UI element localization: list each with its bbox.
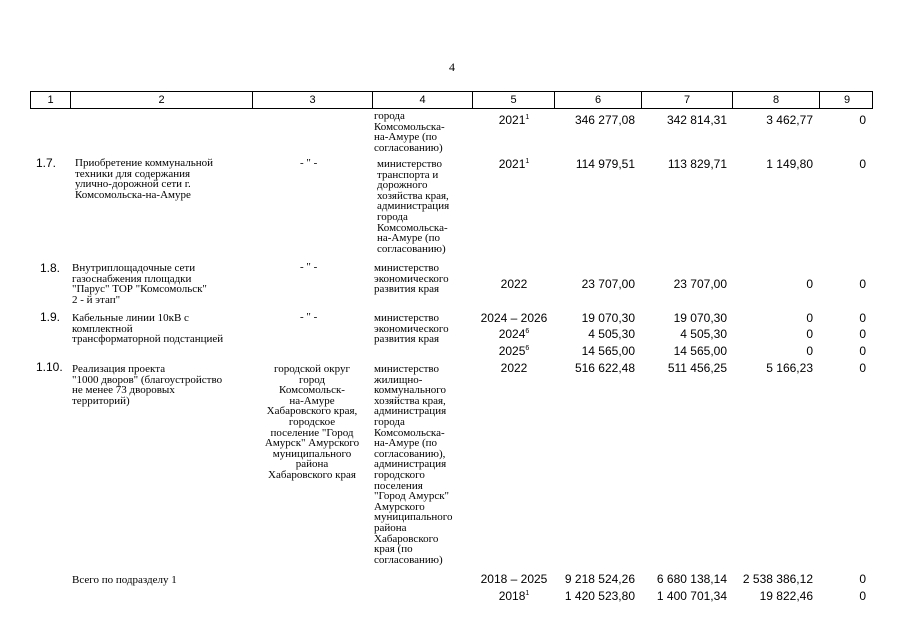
territory-text: - " - xyxy=(300,157,318,169)
total-a-col6: 9 218 524,26 xyxy=(564,572,635,586)
row-number: 1.8. xyxy=(40,261,61,275)
item-name: трансформаторной подстанцией xyxy=(72,333,224,346)
row-1-9-b-col6: 4 505,30 xyxy=(588,327,635,341)
row-1-7-col7: 113 829,71 xyxy=(667,157,727,171)
table-header-row xyxy=(30,91,873,109)
row-cont-col9: 0 xyxy=(859,113,866,127)
header-col-3: 3 xyxy=(253,92,373,108)
territory-text: поселение "Город xyxy=(270,426,354,439)
executor-text: на-Амуре (по xyxy=(374,131,438,144)
territory-text: района xyxy=(295,458,329,471)
territory-text: Хабаровского края xyxy=(268,469,356,481)
header-col-1: 1 xyxy=(31,92,71,108)
territory-text: - " - xyxy=(300,261,318,273)
header-col-7: 7 xyxy=(642,92,733,108)
executor-text: Комсомольска- xyxy=(377,221,448,234)
row-1-7-col6: 114 979,51 xyxy=(575,157,635,171)
total-b-year: 2018$^1$ xyxy=(498,589,530,603)
row-1-9-b-col7: 4 505,30 xyxy=(680,327,727,341)
executor-text: развития края xyxy=(374,283,440,296)
item-name: техники для содержания xyxy=(75,167,191,180)
row-1-10-year: 2022 xyxy=(500,361,528,375)
row-number: 1.9. xyxy=(40,310,61,324)
executor-text: коммунального xyxy=(374,384,446,397)
header-col-8: 8 xyxy=(733,92,820,108)
row-cont-col6: 346 277,08 xyxy=(574,113,635,127)
item-name: Приобретение коммунальной xyxy=(75,157,214,169)
item-name: комплектной xyxy=(72,322,133,335)
row-1-10-col8: 5 166,23 xyxy=(766,361,813,375)
item-name: газоснабжения площадки xyxy=(72,272,192,285)
row-cont-col7: 342 814,31 xyxy=(666,113,727,127)
item-name: Внутриплощадочные сети xyxy=(72,262,196,274)
item-name: улично-дорожной сети г. xyxy=(75,178,191,191)
total-a-col9: 0 xyxy=(859,572,866,586)
executor-text: экономического xyxy=(374,272,449,285)
row-cont-col8: 3 462,77 xyxy=(766,113,813,127)
item-name: Кабельные линии 10кВ с xyxy=(72,312,189,324)
executor-text: развития края xyxy=(374,333,440,346)
executor-text: дорожного xyxy=(377,179,428,192)
row-1-7-year: 2021$^1$ xyxy=(498,157,530,171)
row-number: 1.7. xyxy=(36,156,57,170)
header-col-2: 2 xyxy=(71,92,253,108)
total-a-year: 2018 – 2025 xyxy=(480,572,548,586)
row-1-9-b-col9: 0 xyxy=(859,327,866,341)
row-1-9-a-col8: 0 xyxy=(806,311,813,325)
total-b-col9: 0 xyxy=(859,589,866,603)
row-1-9-a-col9: 0 xyxy=(859,311,866,325)
executor-text: города xyxy=(374,110,405,122)
row-1-7-col8: 1 149,80 xyxy=(766,157,813,171)
row-1-8-col6: 23 707,00 xyxy=(581,277,635,291)
executor-text: района xyxy=(374,522,407,534)
row-1-9-b-year: 2024$^6$ xyxy=(498,327,530,341)
row-1-10-col6: 516 622,48 xyxy=(574,361,635,375)
executor-text: края (по xyxy=(374,543,413,556)
row-1-9-c-col7: 14 565,00 xyxy=(673,344,727,358)
item-name: "Парус" ТОР "Комсомольск" xyxy=(72,283,207,296)
row-1-9-c-year: 2025$^6$ xyxy=(498,344,530,358)
row-1-9-c-col6: 14 565,00 xyxy=(581,344,635,358)
item-name: Реализация проекта xyxy=(72,363,166,375)
row-1-8-col8: 0 xyxy=(806,277,813,291)
territory-text: муниципального xyxy=(272,447,352,460)
executor-text: Амурского xyxy=(374,500,425,513)
territory-text: - " - xyxy=(300,311,318,323)
row-1-9-c-col8: 0 xyxy=(806,344,813,358)
executor-text: администрация xyxy=(377,200,450,213)
executor-text: хозяйства края, xyxy=(374,394,446,407)
header-col-5: 5 xyxy=(473,92,555,108)
page-number: 4 xyxy=(449,60,455,74)
item-name: 2 - й этап" xyxy=(72,293,121,306)
header-col-9: 9 xyxy=(843,94,851,106)
executor-text: министерство xyxy=(374,262,440,274)
subtotal-label: Всего по подразделу 1 xyxy=(72,574,177,586)
row-1-9-c-col9: 0 xyxy=(859,344,866,358)
executor-text: согласованию), xyxy=(374,447,446,460)
row-1-7-col9: 0 xyxy=(859,157,866,171)
territory-text: Хабаровского края, xyxy=(266,405,358,418)
row-cont-year: 2021$^1$ xyxy=(498,113,530,127)
total-b-col8: 19 822,46 xyxy=(759,589,813,603)
total-b-col6: 1 420 523,80 xyxy=(564,589,635,603)
row-1-8-year: 2022 xyxy=(500,277,528,291)
territory-text: Комсомольск- xyxy=(279,384,345,397)
executor-text: Комсомольска- xyxy=(374,120,445,133)
total-a-col7: 6 680 138,14 xyxy=(656,572,727,586)
executor-text: администрация xyxy=(374,405,447,418)
executor-text: на-Амуре (по xyxy=(374,437,438,450)
executor-text: транспорта и xyxy=(377,168,439,181)
executor-text: министерство xyxy=(374,363,440,375)
row-1-10-col9: 0 xyxy=(859,361,866,375)
row-number: 1.10. xyxy=(36,360,63,374)
executor-text: министерство xyxy=(374,312,440,324)
item-name: территорий) xyxy=(72,394,130,407)
executor-text: Хабаровского xyxy=(374,532,439,545)
item-name: не менее 73 дворовых xyxy=(72,384,175,397)
territory-text: город xyxy=(298,373,326,386)
row-1-8-col9: 0 xyxy=(859,277,866,291)
executor-text: жилищно- xyxy=(374,373,423,386)
item-name: Комсомольска-на-Амуре xyxy=(75,188,191,201)
executor-text: на-Амуре (по xyxy=(377,232,441,245)
row-1-8-col7: 23 707,00 xyxy=(673,277,727,291)
executor-text: экономического xyxy=(374,322,449,335)
row-1-9-a-year: 2024 – 2026 xyxy=(480,311,548,325)
row-1-10-col7: 511 456,25 xyxy=(667,361,727,375)
row-1-9-a-col7: 19 070,30 xyxy=(673,311,727,325)
executor-text: согласованию) xyxy=(374,141,443,154)
territory-text: Амурск" Амурского xyxy=(264,437,360,450)
row-1-9-b-col8: 0 xyxy=(806,327,813,341)
executor-text: министерство xyxy=(377,158,443,170)
executor-text: хозяйства края, xyxy=(377,189,449,202)
territory-text: на-Амуре xyxy=(289,394,335,407)
executor-text: города xyxy=(377,211,408,223)
executor-text: согласованию) xyxy=(377,242,446,255)
executor-text: "Город Амурск" xyxy=(374,490,450,503)
territory-text: городское xyxy=(288,416,336,428)
executor-text: муниципального xyxy=(374,511,453,524)
executor-text: поселения xyxy=(374,479,423,492)
row-1-9-a-col6: 19 070,30 xyxy=(581,311,635,325)
item-name: "1000 дворов" (благоустройство xyxy=(72,373,223,386)
executor-text: города xyxy=(374,416,405,428)
executor-text: городского xyxy=(374,469,425,481)
header-col-4: 4 xyxy=(373,92,473,108)
total-b-col7: 1 400 701,34 xyxy=(656,589,727,603)
executor-text: Комсомольска- xyxy=(374,426,445,439)
executor-text: согласованию) xyxy=(374,553,443,566)
header-col-6: 6 xyxy=(555,92,642,108)
total-a-col8: 2 538 386,12 xyxy=(742,572,813,586)
territory-text: городской округ xyxy=(273,363,351,375)
executor-text: администрация xyxy=(374,458,447,471)
